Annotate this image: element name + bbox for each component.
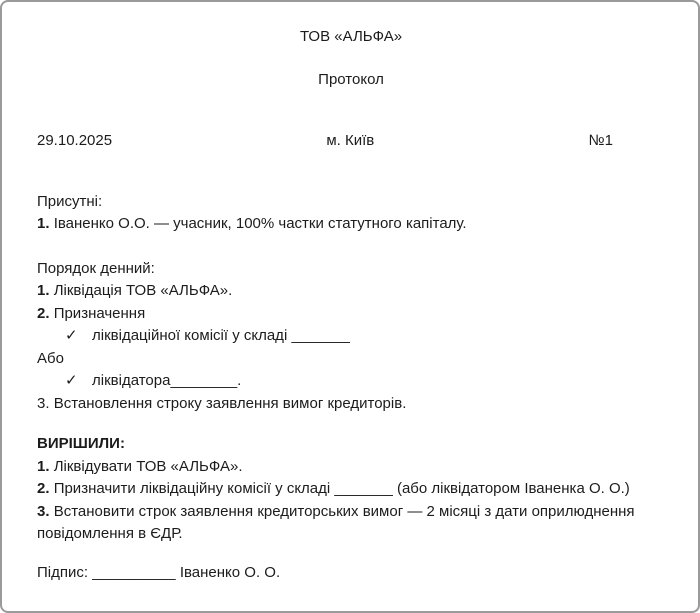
check-icon: ✓	[65, 372, 78, 389]
agenda-item-3-number: 3.	[37, 394, 50, 412]
resolutions-item-3-text: Встановити строк заявлення кредиторських вимог — 2 місяці з дати оприлюднення повідомлення в ЄДР.	[37, 502, 635, 542]
agenda-item-1-number: 1.	[37, 282, 50, 299]
document-number: №1	[588, 132, 613, 149]
attendees-item-1-number: 1.	[37, 215, 50, 232]
attendees-item-1-text: Іваненко О.О. — учасник, 100% частки статутного капіталу.	[53, 215, 467, 232]
agenda-item-1	[37, 280, 665, 303]
agenda-option-commission-text: ліквідаційної комісії у складі _______	[92, 327, 350, 344]
signature-label: Підпис:	[37, 563, 89, 581]
date-row	[37, 130, 665, 153]
document-date: 29.10.2025	[37, 132, 113, 149]
agenda-heading: Порядок денний:	[37, 259, 155, 277]
agenda-item-3	[37, 393, 665, 416]
agenda-option-commission	[37, 325, 665, 348]
agenda-option-liquidator-text: ліквідатора________.	[92, 372, 242, 389]
agenda-item-2	[37, 303, 665, 326]
signature-row	[37, 562, 665, 585]
agenda-or-label: Або	[37, 349, 64, 367]
resolutions-item-2-text: Призначити ліквідаційну комісії у складі _______ (або ліквідатором Іваненка О. О.)	[53, 480, 630, 497]
signature-name: Іваненко О. О.	[179, 563, 281, 581]
resolutions-item-2	[37, 478, 665, 501]
agenda-item-2-text: Призначення	[53, 304, 146, 322]
resolutions-item-3	[37, 501, 665, 546]
resolutions-item-3-number: 3.	[37, 502, 50, 520]
document-title: Протокол	[318, 70, 384, 88]
document-city: м. Київ	[326, 132, 375, 149]
agenda-item-3-text: Встановлення строку заявлення вимог кредиторів.	[53, 394, 407, 412]
agenda-item-2-number: 2.	[37, 304, 50, 322]
agenda-option-liquidator	[37, 370, 665, 393]
resolutions-item-2-number: 2.	[37, 480, 50, 497]
resolutions-heading: ВИРІШИЛИ:	[37, 435, 125, 452]
attendees-heading: Присутні:	[37, 192, 103, 210]
attendees-item-1	[37, 213, 665, 236]
signature-blank-line: __________	[92, 563, 176, 581]
company-name: ТОВ «АЛЬФА»	[299, 28, 403, 45]
check-icon: ✓	[65, 327, 78, 344]
resolutions-item-1	[37, 456, 665, 479]
agenda-item-1-text: Ліквідація ТОВ «АЛЬФА».	[53, 282, 233, 299]
resolutions-item-1-number: 1.	[37, 457, 50, 475]
resolutions-item-1-text: Ліквідувати ТОВ «АЛЬФА».	[53, 457, 243, 475]
